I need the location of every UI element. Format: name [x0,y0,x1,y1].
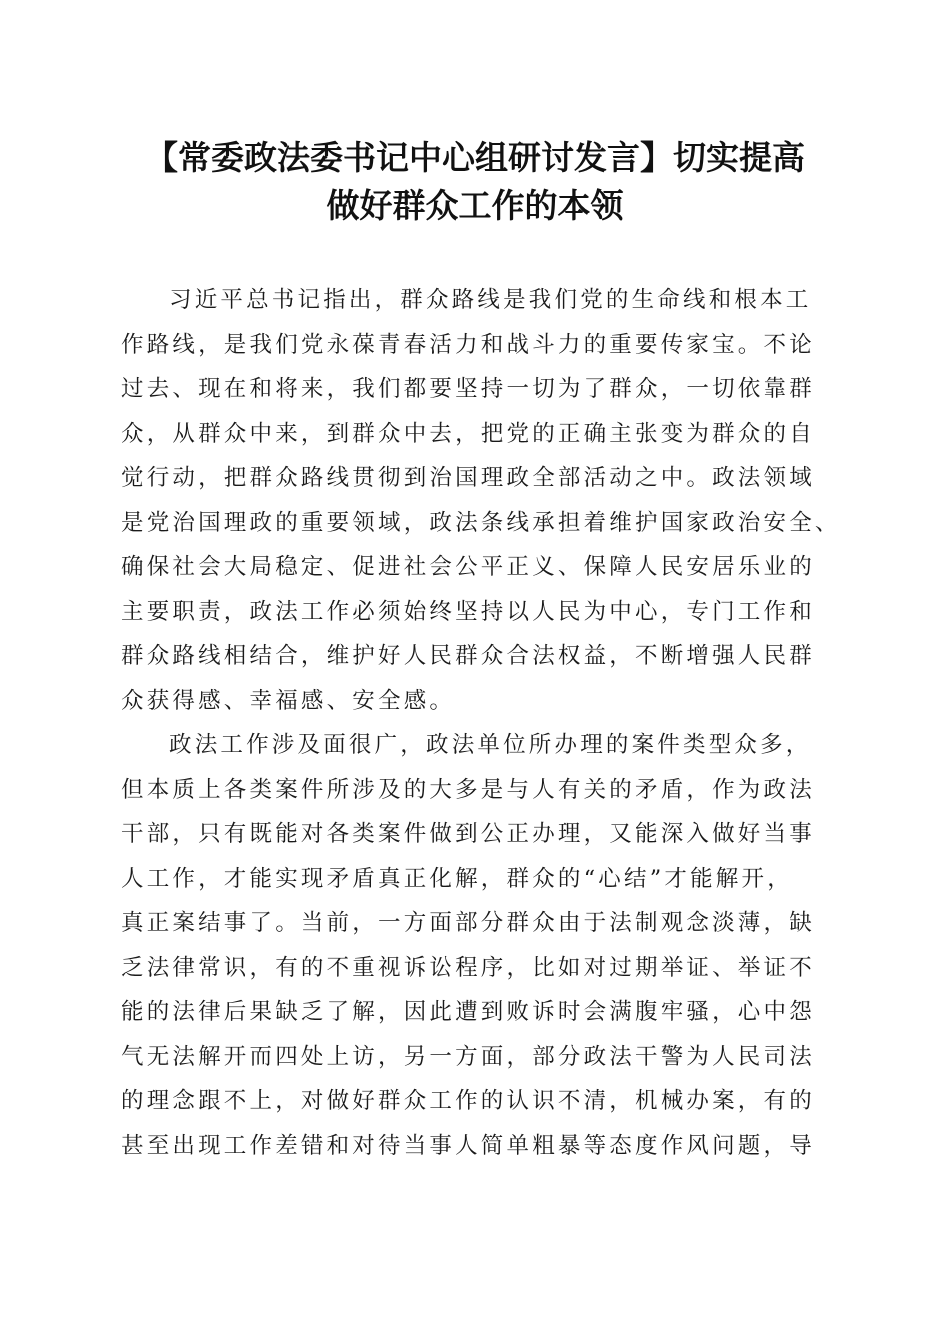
text-line: 政法工作涉及面很广，政法单位所办理的案件类型众多， [169,732,812,758]
text-line: 作路线，是我们党永葆青春活力和战斗力的重要传家宝。不论 [121,331,815,358]
paragraph-2 [121,723,831,1168]
text-line: 的理念跟不上，对做好群众工作的认识不清，机械办案，有的 [121,1088,815,1114]
text-line: 主要职责，政法工作必须始终坚持以人民为中心，专门工作和 [121,598,815,625]
text-line: 确保社会大局稳定、促进社会公平正义、保障人民安居乐业的 [121,554,815,580]
text-line: 能的法律后果缺乏了解，因此遭到败诉时会满腹牢骚，心中怨 [121,999,815,1025]
text-line: 但本质上各类案件所涉及的大多是与人有关的矛盾，作为政法 [121,776,815,803]
text-line: 乏法律常识，有的不重视诉讼程序，比如对过期举证、举证不 [121,954,815,981]
paragraph-1 [121,278,841,723]
text-line: 是党治国理政的重要领域，政法条线承担着维护国家政治安全、 [121,509,841,536]
text-line: 甚至出现工作差错和对待当事人简单粗暴等态度作风问题，导 [121,1132,815,1159]
text-line: 人工作，才能实现矛盾真正化解，群众的“心结”才能解开， [121,865,793,892]
text-line: 气无法解开而四处上访，另一方面，部分政法干警为人民司法 [121,1043,815,1070]
text-line: 觉行动，把群众路线贯彻到治国理政全部活动之中。政法领域 [121,465,815,491]
text-line: 众获得感、幸福感、安全感。 [121,687,456,714]
text-line: 众，从群众中来，到群众中去，把党的正确主张变为群众的自 [121,420,815,447]
text-line: 干部，只有既能对各类案件做到公正办理，又能深入做好当事 [121,821,815,847]
text-line: 真正案结事了。当前，一方面部分群众由于法制观念淡薄，缺 [121,910,815,936]
text-line: 群众路线相结合，维护好人民群众合法权益，不断增强人民群 [121,643,815,669]
document-body [121,278,841,1168]
title-line: 做好群众工作的本领 [326,186,624,225]
text-line: 过去、现在和将来，我们都要坚持一切为了群众，一切依靠群 [121,376,815,402]
text-line: 习近平总书记指出，群众路线是我们党的生命线和根本工 [169,287,812,313]
document-title [100,134,850,230]
title-line: 【常委政法委书记中心组研讨发言】切实提高 [145,138,805,177]
